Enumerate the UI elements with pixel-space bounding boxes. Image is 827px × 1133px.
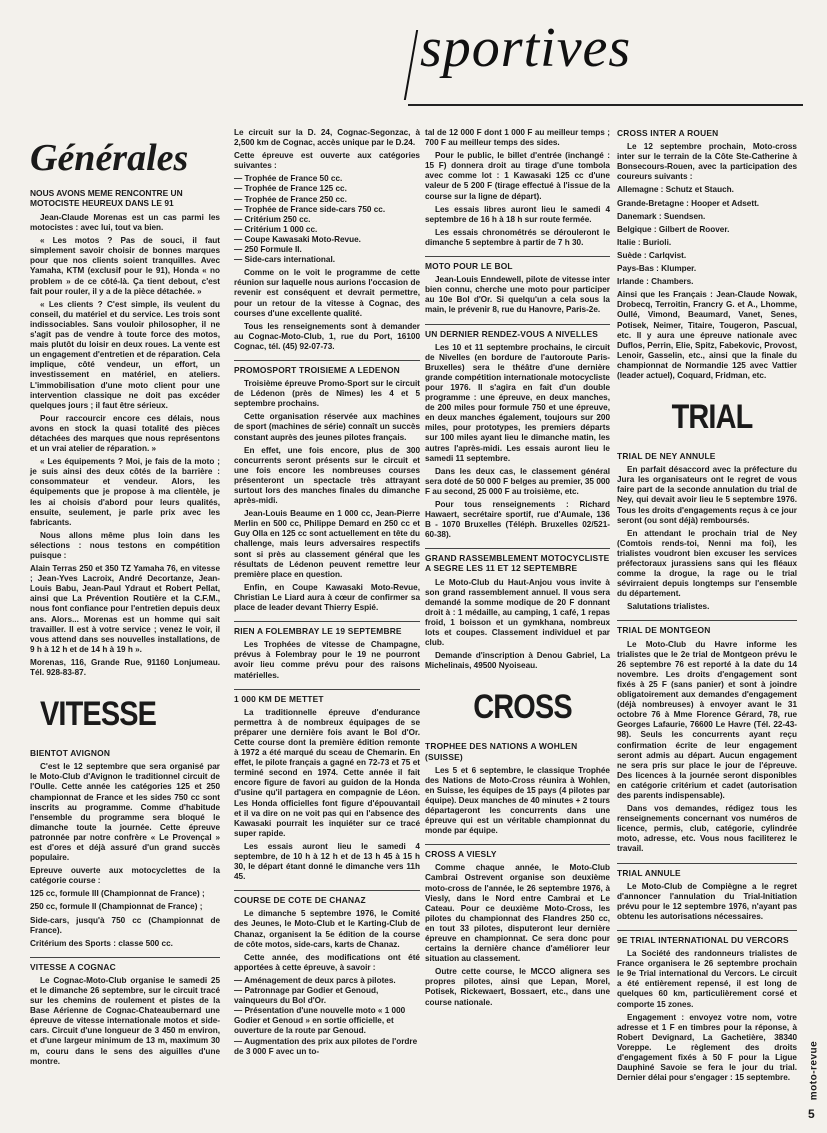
list-item: — Side-cars international. — [234, 255, 420, 265]
column-4 — [617, 128, 797, 1086]
paragraph: Pays-Bas : Klumper. — [617, 264, 697, 274]
paragraph: « Les clients ? C'est simple, ils veulent du conseil, du matériel et du service. Les trois sont indissociables. Sans vouloir philosopher, il ne s'agit pas de vendre à toute force des motos, mais plutôt du loisir en deux roues. La vente est un engagement d'entretien et de réparation. Cela implique, côté vendeur, un effort, un investissement en matériel, en ateliers. L'immobilisation d'une moto client pour une intervention classique ne doit pas excéder quelques jours ; il faut être sérieux. — [30, 299, 220, 410]
paragraph: En effet, une fois encore, plus de 300 concurrents seront présents sur le circuit et une fois encore les nombreuses courses présenteront un spectacle très attrayant surtout lors des manches finales du dimanche après-midi. — [234, 445, 420, 506]
modification-list — [234, 976, 420, 1057]
paragraph: Jean-Louis Beaume en 1 000 cc, Jean-Pierre Merlin en 500 cc, Philippe Demard en 250 cc et Guy Olla en 125 cc sont actuellement en tête du challenge, mais leurs adversaires respectifs sont si près au classement général que les résultats de Lédenon peuvent remettre leur première place en question. — [234, 509, 420, 579]
paragraph: Troisième épreuve Promo-Sport sur le circuit de Lédenon (près de Nîmes) les 4 et 5 septembre prochains. — [234, 379, 420, 409]
paragraph: Cette épreuve est ouverte aux catégories suivantes : — [234, 151, 420, 171]
paragraph: Nous allons même plus loin dans les sélections : nous testons en compétition puisque : — [30, 530, 220, 560]
paragraph: Le circuit sur la D. 24, Cognac-Segonzac, à 2,500 km de Cognac, accès unique par le D.24. — [234, 128, 420, 148]
article-heading: TRIAL DE NEY ANNULE — [617, 451, 716, 462]
paragraph: Les Trophées de vitesse de Champagne, prévus à Folembray pour le 19 ne pourront avoir lieu comme prévu pour des raisons matérielles. — [234, 640, 420, 680]
paragraph: Engagement : envoyez votre nom, votre adresse et 1 F en timbres pour la réponse, à Robert Devignard, La Gachetière, 38340 Voreppe. Le règlement des droits d'engagement fixés à 50 F pour la Ligue Dauphiné Savoie se fera le jour du trial. Dernier délai pour s'engager : 15 septembre. — [617, 1012, 797, 1083]
paragraph: Epreuve ouverte aux motocyclettes de la catégorie course : — [30, 866, 220, 886]
list-item: — Augmentation des prix aux pilotes de l'ordre de 3 000 F avec un to- — [234, 1037, 420, 1057]
column-2 — [234, 128, 420, 1060]
article-heading: TRIAL ANNULE — [617, 863, 797, 878]
list-item: — Trophée de France 50 cc. — [234, 174, 420, 184]
paragraph: Belgique : Gilbert de Roover. — [617, 224, 730, 234]
paragraph: Alain Terras 250 et 350 TZ Yamaha 76, en vitesse ; Jean-Yves Lacroix, André Decortanze, Jean-Louis Babu, Jean-Paul Ydraut et Robert Pellat, ainsi que La Prévention Routière et la C.F.M., nous font confiance pour l'entretien depuis deux ans. Alors... Morenas est un homme qui sait travailler. Il est à votre service ; venez le voir, il vous attend dans ses nouvelles installations, de 9 h à 12 h et de 14 h à 19 h ». — [30, 564, 220, 654]
masthead-title: sportives — [420, 17, 632, 79]
column-1 — [30, 128, 220, 1070]
article-heading: 1 000 KM DE METTET — [234, 689, 420, 704]
article-heading: CROSS INTER A ROUEN — [617, 128, 719, 138]
paragraph: Dans les deux cas, le classement général sera doté de 50 000 F belges au premier, 35 000 F au second, 25 000 F au troisième, etc. — [425, 466, 610, 496]
paragraph: La Société des randonneurs trialistes de France organisera le 26 septembre prochain le 9e Trial international du Vercors. Le circuit a été entièrement repensé, il est long de quelques 60 km, particulièrement corsé et comporte 15 zones. — [617, 949, 797, 1009]
column-3 — [425, 128, 610, 1011]
article-heading: RIEN A FOLEMBRAY LE 19 SEPTEMBRE — [234, 621, 420, 636]
paragraph: Irlande : Chambers. — [617, 277, 694, 287]
section-title-generales: Générales — [30, 137, 189, 179]
paragraph: Danemark : Suendsen. — [617, 211, 706, 221]
list-item: — Coupe Kawasaki Moto-Revue. — [234, 235, 420, 245]
page-number: 5 — [808, 1107, 815, 1121]
section-title-trial: TRIAL — [671, 398, 753, 437]
paragraph: tal de 12 000 F dont 1 000 F au meilleur temps ; 700 F au meilleur temps des sides. — [425, 128, 610, 148]
paragraph: Salutations trialistes. — [627, 602, 710, 612]
paragraph: Dans vos demandes, rédigez tous les renseignements concernant vos numéros de licence, permis, club, catégorie, cylindrée moto, adresse, etc. Vous nous faciliterez le travail. — [617, 804, 797, 854]
article-heading: 9E TRIAL INTERNATIONAL DU VERCORS — [617, 930, 797, 945]
article-heading: VITESSE A COGNAC — [30, 957, 220, 972]
paragraph: Ainsi que les Français : Jean-Claude Nowak, Drobecq, Terroitin, Francry G. et A., Lhomme, Oullé, Vimond, Beaumard, Vanet, Senes, Potisek, Neimer, Titaire, Tougeron, Pascual, etc. Il y aura une épreuve nationale avec Duflos, Perrin, Elie, Spitz, Fabekovic, Provost, Lenoir, Gasselin, etc., ainsi que la finale du championnat de Normandie 125 avec Vattier (leader actuel), Coquard, Fridman, etc. — [617, 290, 797, 380]
paragraph: Jean-Claude Morenas est un cas parmi les motocistes : avec lui, tout va bien. — [30, 213, 220, 233]
paragraph: Critérium des Sports : classe 500 cc. — [30, 938, 173, 948]
paragraph: Morenas, 116, Grande Rue, 91160 Lonjumeau. Tél. 928-83-87. — [30, 657, 220, 678]
article-heading: PROMOSPORT TROISIEME A LEDENON — [234, 360, 420, 375]
paragraph: Comme chaque année, le Moto-Club Cambrai Ostrevent organise son deuxième moto-cross de l'année, le 26 septembre 1976, à Viesly, dans le Nord entre Cambrai et Le Cateau. Pour ce deuxième Moto-Cross, les pilotes du championnat des Flandres 250 cc, en tout 33 pilotes, disputeront leur dernière épreuve en championnat. Ce sera donc pour certains la dernière chance d'améliorer leur situation au classement. — [425, 863, 610, 964]
paragraph: Les essais libres auront lieu le samedi 4 septembre de 16 h à 18 h sur route fermée. — [425, 204, 610, 224]
paragraph: Le Moto-Club de Compiègne a le regret d'annoncer l'annulation du Trial-Initiation prévu pour le 12 septembre 1976, n'ayant pas obtenu les autorisations nécessaires. — [617, 881, 797, 921]
masthead-rule — [408, 104, 803, 106]
list-item: — Aménagement de deux parcs à pilotes. — [234, 976, 420, 986]
article-heading: BIENTOT AVIGNON — [30, 748, 111, 759]
paragraph: Suède : Carlqvist. — [617, 250, 687, 260]
paragraph: Les essais auront lieu le samedi 4 septembre, de 10 h à 12 h et de 13 h 45 à 15 h 30, le départ étant donné le dimanche vers 11h 45. — [234, 841, 420, 882]
article-heading: UN DERNIER RENDEZ-VOUS A NIVELLES — [425, 324, 610, 339]
masthead-bar — [404, 30, 418, 100]
paragraph: Les essais chronométrés se dérouleront le dimanche 5 septembre à partir de 7 h 30. — [425, 227, 610, 247]
list-item: — Présentation d'une nouvelle moto « 1 000 Godier et Genoud » en sortie officielle, et ouverture de la route par Genoud. — [234, 1006, 420, 1036]
category-list — [234, 174, 420, 265]
article-heading: TRIAL DE MONTGEON — [617, 620, 797, 635]
list-item: — 250 Formule II. — [234, 245, 420, 255]
paragraph: Outre cette course, le MCCO alignera ses propres pilotes, ainsi que Lepan, Morel, Potisek, Rickewaert, Bossaert, etc., dans une course nationale. — [425, 967, 610, 1007]
paragraph: C'est le 12 septembre que sera organisé par le Moto-Club d'Avignon le traditionnel circuit de l'Oulle. Cette année les catégories 125 et 250 championnat de France et les sides 750 cc sont inscrits au programme. Comme d'habitude l'ensemble du programme sera bloqué le dimanche toute la journée. Cette épreuve patronnée par notre confrère « Le Provençal » est d'ores et déjà assuré d'un grand succès populaire. — [30, 762, 220, 863]
paragraph: Pour tous renseignements : Richard Hawaert, secrétaire sportif, rue d'Aumale, 136 B - 1070 Bruxelles (Téléph. Bruxelles 02/521-60-38). — [425, 500, 610, 540]
list-item: — Trophée de France 125 cc. — [234, 184, 420, 194]
paragraph: Tous les renseignements sont à demander au Cognac-Moto-Club, 1, rue du Port, 16100 Cognac, tél. (45) 92-07-73. — [234, 321, 420, 351]
paragraph: Grande-Bretagne : Hooper et Adsett. — [617, 198, 760, 208]
article-subtitle: NOUS AVONS MEME RENCONTRE UN MOTOCISTE HEUREUX DANS LE 91 — [30, 188, 183, 208]
paragraph: Jean-Louis Enndewell, pilote de vitesse inter bien connu, cherche une moto pour participer au 10e Bol d'Or. Si quelqu'un a cela sous la main, le prévenir 8, rue du Hanovre, Paris-2e. — [425, 275, 610, 315]
list-item: — Trophée de France 250 cc. — [234, 195, 420, 205]
paragraph: Les 10 et 11 septembre prochains, le circuit de Nivelles (en bordure de l'autoroute Paris-Bruxelles) sera le théâtre d'une dernière grande compétition internationale motocycliste pour 1976. Il s'agira en fait d'un double programme : une épreuve, en deux manches, de 200 miles pour formule 750 et une épreuve, en deux manches également, toujours sur 200 miles, pour prototypes, les premiers départs sur 100 miles ayant lieu le dimanche matin, les autres l'après-midi. Les essais auront lieu le samedi 11 septembre. — [425, 342, 610, 463]
paragraph: Les 5 et 6 septembre, le classique Trophée des Nations de Moto-Cross réunira à Wohlen, en Suisse, les équipes de 15 pays (4 pilotes par équipe). Deux manches de 40 minutes + 2 tours départageront les concurrents dans une épreuve qui est un véritable championnat du monde par équipe. — [425, 765, 610, 836]
paragraph: Demande d'inscription à Denou Gabriel, La Michelinais, 49500 Nyoiseau. — [425, 651, 610, 671]
list-item: — Critérium 1 000 cc. — [234, 225, 420, 235]
article-heading: MOTO POUR LE BOL — [425, 256, 610, 271]
magazine-name: moto-revue — [808, 1040, 820, 1101]
paragraph: En attendant le prochain trial de Ney (Comtois rends-toi, Nenni ma foi), les trialistes voudront bien excuser les services préfectoraux jurassiens sans qui les fléaux comme la drogue, la rage ou le trial sévirraient depuis longtemps sur l'ensemble du département. — [617, 528, 797, 599]
section-title-cross: CROSS — [473, 688, 572, 727]
list-item: — Patronnage par Godier et Genoud, vainqueurs du Bol d'Or. — [234, 986, 420, 1006]
paragraph: Pour raccourcir encore ces délais, nous avons en stock la quasi totalité des pièces détachées des marques que nous représentons et un vrai atelier de réparation. » — [30, 413, 220, 454]
paragraph: Le Moto-Club du Haut-Anjou vous invite à son grand rassemblement annuel. Il vous sera demandé la somme modique de 20 F donnant droit à : 1 médaille, au camping, 1 café, 1 repas froid, 1 boisson et un gymkhana, nombreux lots et coupes. Classement individuel et par club. — [425, 577, 610, 648]
article-heading: COURSE DE COTE DE CHANAZ — [234, 890, 420, 905]
article-heading: TROPHEE DES NATIONS A WOHLEN (SUISSE) — [425, 741, 578, 762]
paragraph: Allemagne : Schutz et Stauch. — [617, 185, 734, 195]
paragraph: « Les motos ? Pas de souci, il faut simplement savoir choisir de bonnes marques pour que nos clients soient tranquilles. Avec Yamaha, KTM (exclusif pour le 91), Honda « no problem » de ce côté-là. Ça tient debout, c'est fait pour rouler, il y a de la pièce détachée. » — [30, 236, 220, 296]
paragraph: Italie : Burioli. — [617, 237, 672, 247]
paragraph: 125 cc, formule III (Championnat de France) ; — [30, 889, 205, 899]
paragraph: Cette année, des modifications ont été apportées à cette épreuve, à savoir : — [234, 952, 420, 972]
paragraph: Pour le public, le billet d'entrée (inchangé : 15 F) donnera droit au tirage d'une tombola avec comme lot : 1 Kawasaki 125 cc d'une valeur de 5 200 F (tirage effectué à l'issue de la course sur la ligne de départ). — [425, 151, 610, 201]
paragraph: La traditionnelle épreuve d'endurance permettra à de nombreux équipages de se préparer une dernière fois avant le Bol d'Or. Cette course dont la première édition remonte à 1972 a été marqué du sceau de Chemarin. En effet, le pilote français a gagné en 72-73 et 75 et terminé second en 1974. Cette année il fait encore figure de favori au guidon de la Honda d'usine qu'il partagera en compagnie de Léon. Les Honda officielles font figure d'épouvantail et il va dire on ne voit pas qui en l'absence des Kawasaki pourrait les inquiéter sur ce tracé super rapide. — [234, 707, 420, 838]
page-folio — [808, 1040, 822, 1125]
section-title-vitesse: VITESSE — [40, 695, 157, 734]
paragraph: 250 cc, formule II (Championnat de France) ; — [30, 902, 203, 912]
paragraph: Comme on le voit le programme de cette réunion sur laquelle nous aurions l'occasion de revenir est conséquent et devrait permettre, pour un retour de la vitesse à Cognac, des courses d'une excellente qualité. — [234, 268, 420, 318]
list-item: — Critérium 250 cc. — [234, 215, 420, 225]
article-heading: CROSS A VIESLY — [425, 844, 610, 859]
paragraph: Le dimanche 5 septembre 1976, le Comité des Jeunes, le Moto-Club et le Karting-Club de Chanaz, organisent la 5e édition de la course de côte motos, side-cars, karts de Chanaz. — [234, 909, 420, 949]
paragraph: « Les équipements ? Moi, je fais de la moto ; je suis ainsi des deux côtés de la barrière : consommateur et vendeur. Alors, les équipements que je propose à ma clientèle, je les ai choisis d'abord pour leurs qualités, ensuite, seulement, je parle prix avec les fabricants. — [30, 457, 220, 527]
paragraph: Le 12 septembre prochain, Moto-cross inter sur le terrain de la Côte Ste-Catherine à Bonsecours-Rouen, avec la participation des coureurs suivants : — [617, 142, 797, 182]
article-heading: GRAND RASSEMBLEMENT MOTOCYCLISTE A SEGRE LES 11 ET 12 SEPTEMBRE — [425, 548, 610, 573]
paragraph: Side-cars, jusqu'à 750 cc (Championnat de France). — [30, 915, 220, 935]
paragraph: Cette organisation réservée aux machines de sport (machines de série) connaît un succès constant auprès des jeunes pilotes français. — [234, 412, 420, 442]
paragraph: Enfin, en Coupe Kawasaki Moto-Revue, Christian Le Liard aura à cœur de confirmer sa place de leader devant Thierry Espié. — [234, 582, 420, 613]
list-item: — Trophée de France side-cars 750 cc. — [234, 205, 420, 215]
paragraph: En parfait désaccord avec la préfecture du Jura les organisateurs ont le regret de vous faire part de la seconde annulation du trial de Ney, qui devait avoir lieu le 5 septembre 1976. Tous les droits d'engagements reçus à ce jour seront (ou sont déjà) remboursés. — [617, 465, 797, 525]
paragraph: Le Cognac-Moto-Club organise le samedi 25 et le dimanche 26 septembre, sur le circuit tracé sur les chemins de roulement et pistes de la Base Aérienne de Cognac-Chateaubernard une épreuve de vitesse internationale motos et side-cars. Circuit d'une longueur de 3 450 m environ, et d'une largeur minimum de 13 m, maximum 30 m, couru dans le sens des aiguilles d'une montre. — [30, 975, 220, 1066]
paragraph: Le Moto-Club du Havre informe les trialistes que le 2e trial de Montgeon prévu le 26 septembre 76 est reporté à la date du 14 novembre. Les droits d'engagement sont fixés à 25 F (sans panier) et sont à joindre obligatoirement aux demandes d'engagement (déjà nombreuses) à envoyer avant le 31 octobre 76 à Mme Florence Gérard, 78, rue Georges Lafaurie, 76600 Le Havre (Tél. 22-43-98). Seuls les concurrents ayant reçu confirmation écrite de leur engagement seront admis au départ. Aucun engagement ne sera pris sur place le jour de l'épreuve. Des licences à la journée seront disponibles en catégorie critérium et cadet (autorisation des parents indispensable). — [617, 639, 797, 800]
